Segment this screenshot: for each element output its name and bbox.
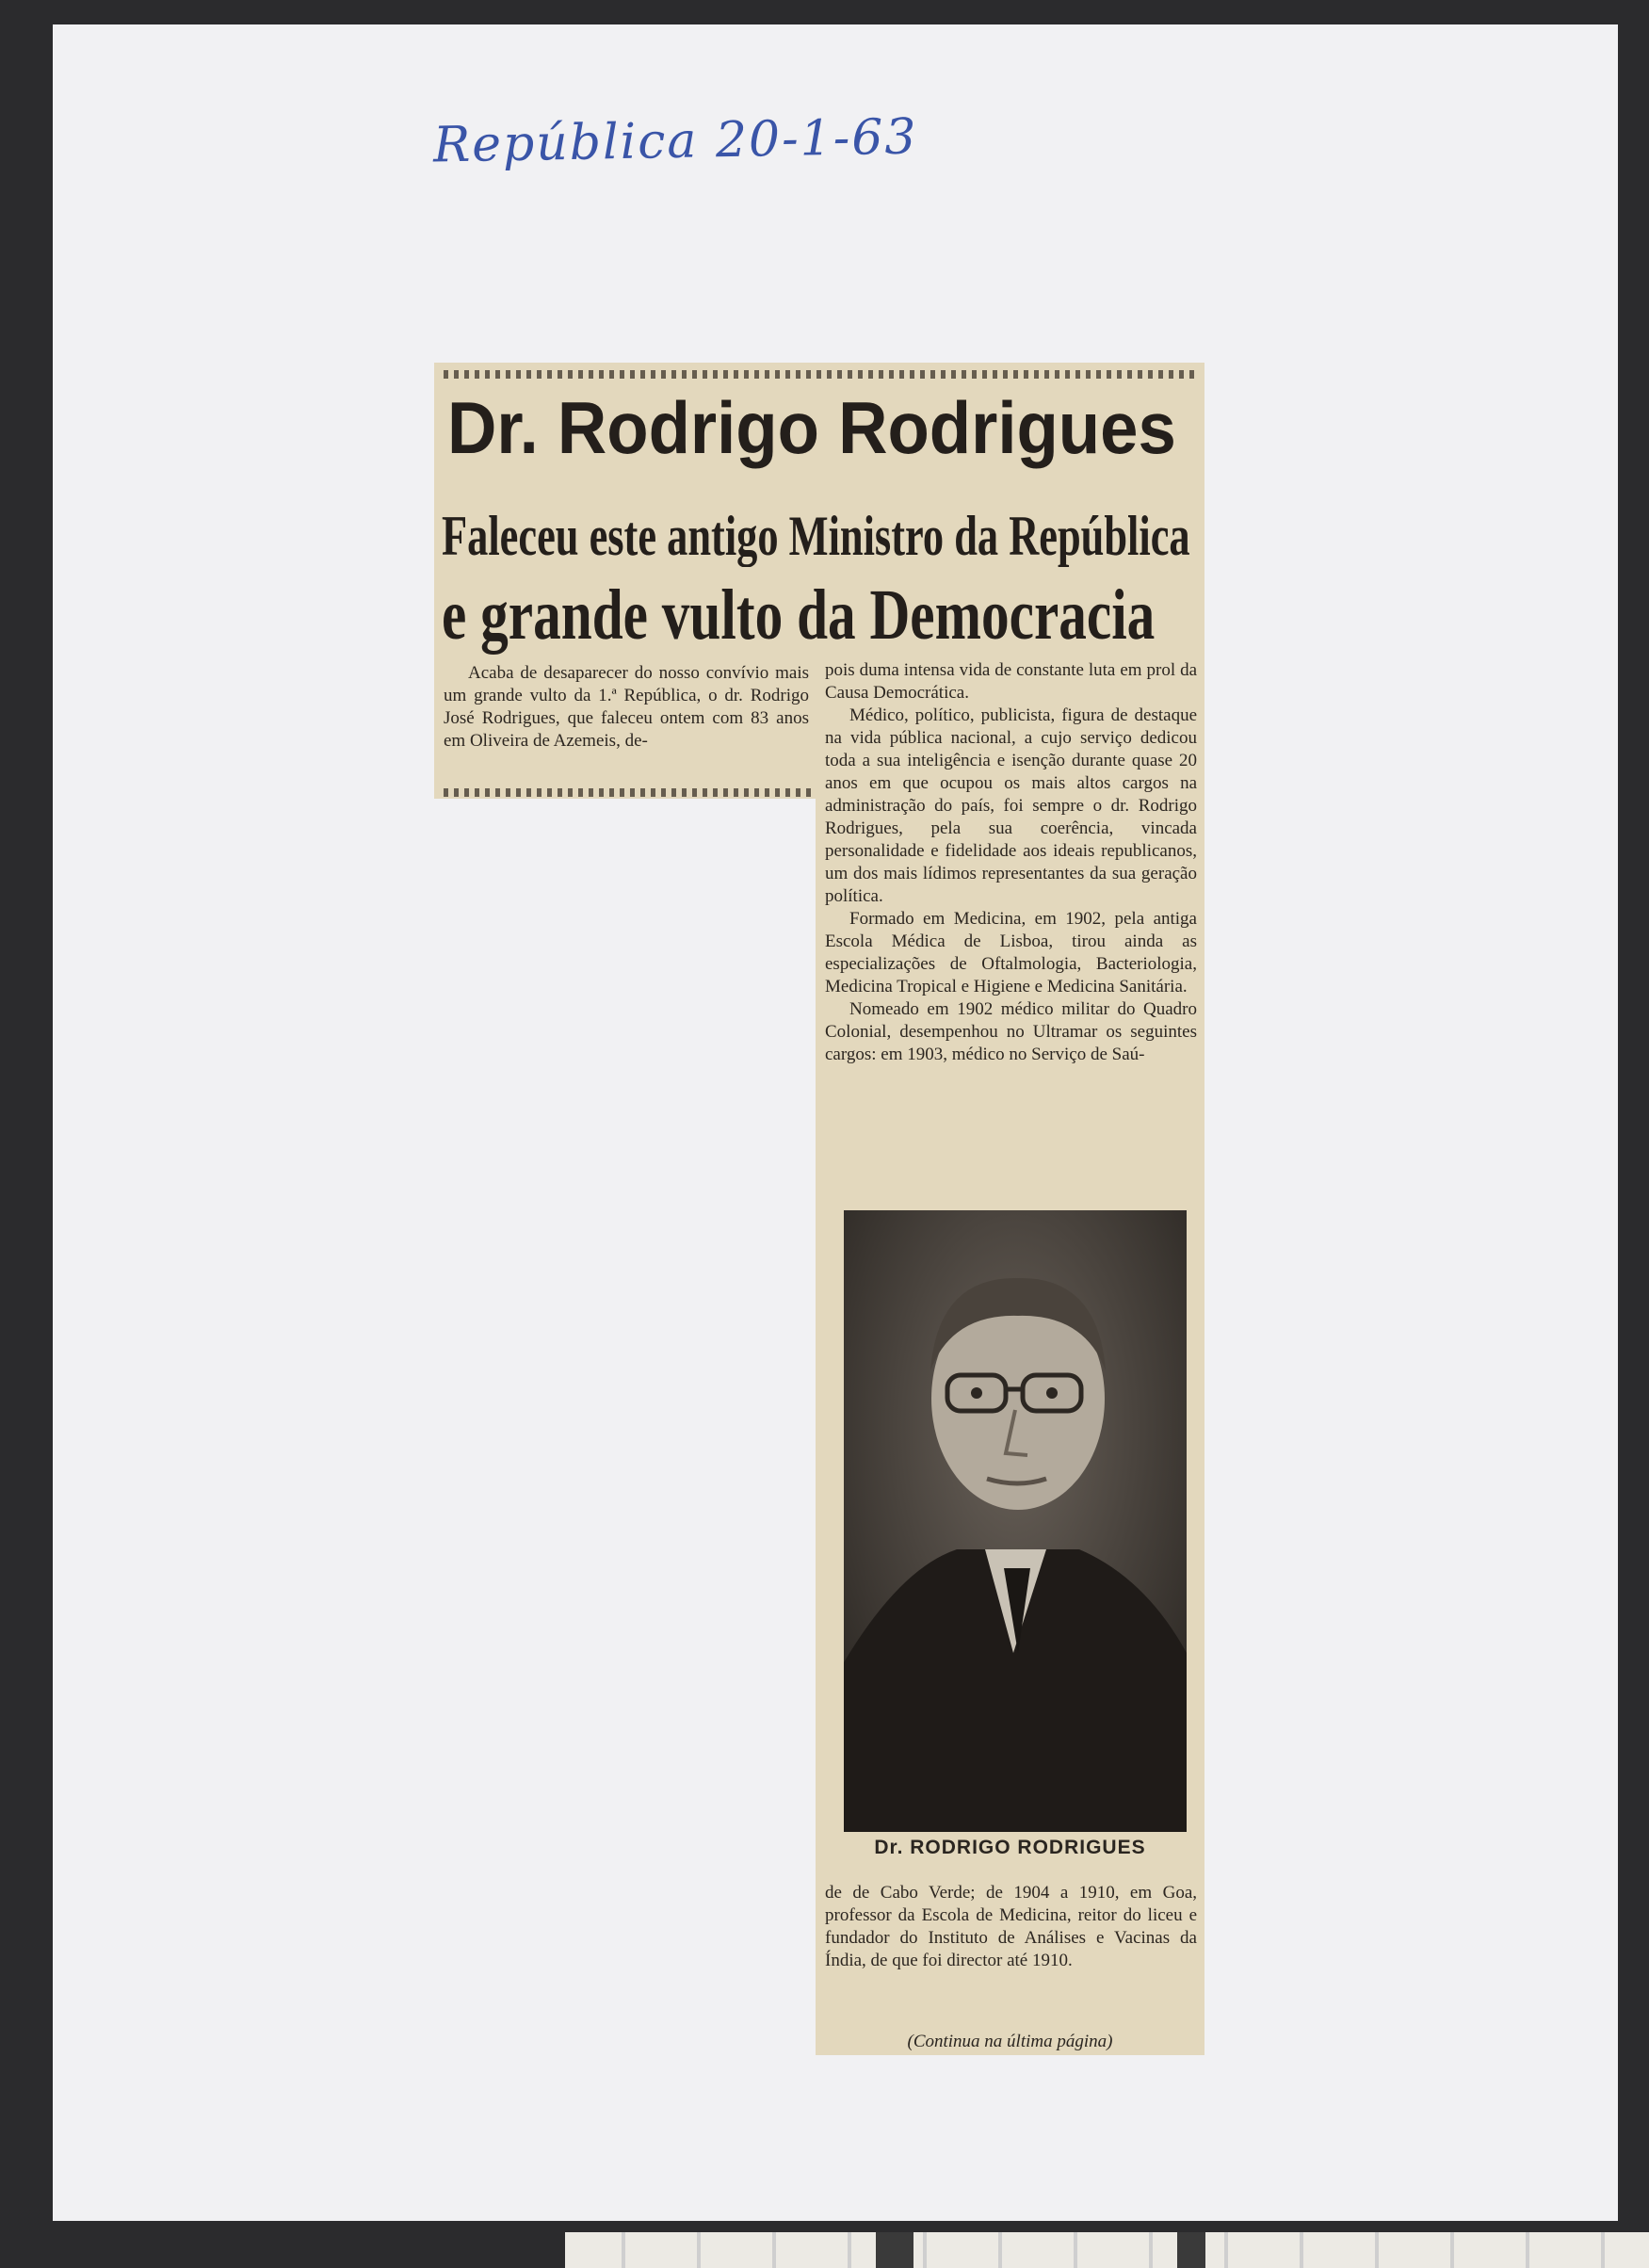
subheadline-line-1: Faleceu este antigo Ministro da República bbox=[442, 505, 1190, 567]
bottom-wavy-rule bbox=[444, 788, 813, 797]
article-column-3 bbox=[825, 1882, 1197, 1972]
column-2-paragraph-4: Nomeado em 1902 médico militar do Quadro Colonial, desempenhou no Ultramar os seguintes cargos: em 1903, médico no Serviço de Saú- bbox=[825, 999, 1197, 1064]
headline: Dr. Rodrigo Rodrigues bbox=[447, 386, 1176, 469]
continuation-note: (Continua na última página) bbox=[907, 2032, 1113, 2051]
column-3-paragraph: de de Cabo Verde; de 1904 a 1910, em Goa, professor da Escola de Medicina, reitor do liceu e fundador do Instituto de Análises e Vacinas da Índia, de que foi director até 1910. bbox=[825, 1883, 1197, 1970]
article-column-2 bbox=[825, 659, 1197, 1066]
portrait-photo bbox=[844, 1210, 1187, 1832]
handwritten-annotation: República 20-1-63 bbox=[432, 108, 918, 174]
top-wavy-rule bbox=[444, 370, 1197, 379]
column-1-paragraph: Acaba de desaparecer do nosso convívio mais um grande vulto da 1.ª República, o dr. Rodrigo José Rodrigues, que faleceu ontem com 83 anos em Oliveira de Azemeis, de- bbox=[444, 663, 809, 751]
ruler-dark-block bbox=[1177, 2232, 1205, 2268]
column-2-paragraph-1: pois duma intensa vida de constante luta em prol da Causa Democrática. bbox=[825, 660, 1197, 703]
article-column-1 bbox=[444, 662, 809, 753]
column-2-paragraph-3: Formado em Medicina, em 1902, pela antiga Escola Médica de Lisboa, tirou ainda as especializações de Oftalmologia, Bacteriologia, Medicina Tropical e Higiene e Medicina Sanitária. bbox=[825, 909, 1197, 996]
ruler-dark-block bbox=[876, 2232, 913, 2268]
photo-caption: Dr. RODRIGO RODRIGUES bbox=[874, 1837, 1146, 1858]
portrait-image bbox=[844, 1210, 1187, 1832]
column-2-paragraph-2: Médico, político, publicista, figura de destaque na vida pública nacional, a cujo serviço dedicou toda a sua inteligência e isenção durante quase 20 anos em que ocupou os mais altos cargos na administração do país, foi sempre o dr. Rodrigo Rodrigues, pela sua coerência, vincada personalidade e fidelidade aos ideais republicanos, um dos mais lídimos representantes da sua geração política. bbox=[825, 705, 1197, 906]
subheadline-line-2: e grande vulto da Democracia bbox=[442, 575, 1156, 655]
color-scale-ruler bbox=[565, 2232, 1649, 2268]
